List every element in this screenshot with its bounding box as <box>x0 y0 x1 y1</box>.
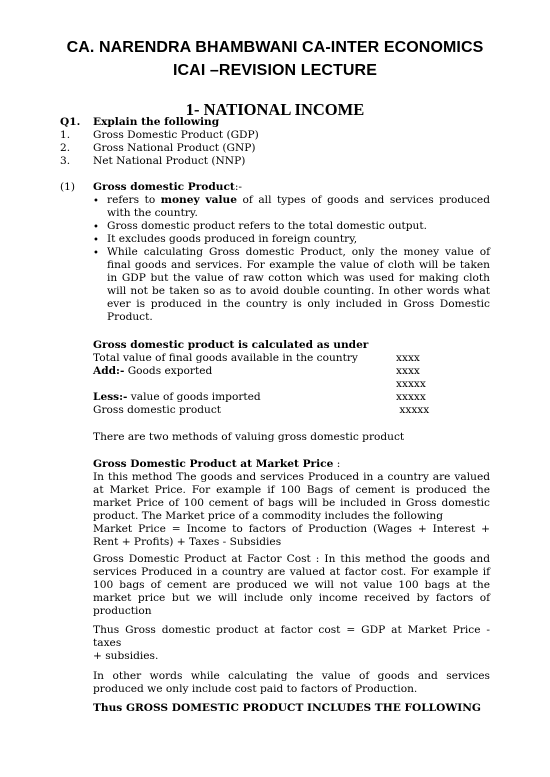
list-item: Net National Product (NNP) <box>93 155 246 167</box>
bullet-text: While calculating Gross domestic Product, only the money value of final goods and services. For example the value of cloth will be taken in GDP but the value of raw cotton which was used for making cloth will not be taken so as to avoid double counting. In other words what ever is produced in the country is only included in Gross Domestic Product. <box>107 246 490 323</box>
bullet-icon: • <box>93 196 99 207</box>
other-words-paragraph: In other words while calculating the value of goods and services produced we only include cost paid to factors of Production. <box>93 670 490 695</box>
bullet-icon: • <box>93 235 99 246</box>
calc-row-label: Gross domestic product <box>93 404 222 416</box>
part-heading <box>93 181 242 194</box>
header-line-1: CA. NARENDRA BHAMBWANI CA-INTER ECONOMICS <box>66 39 484 56</box>
list-item-number: 2. <box>60 142 71 154</box>
part-heading-suffix: :- <box>234 181 242 193</box>
final-heading: Thus GROSS DOMESTIC PRODUCT INCLUDES THE FOLLOWING <box>93 702 481 714</box>
list-item-number: 1. <box>60 129 71 141</box>
bullet-icon: • <box>93 222 99 233</box>
market-price-heading: Gross Domestic Product at Market Price : <box>93 458 341 470</box>
bullet-text <box>107 194 490 220</box>
bullet-text: It excludes goods produced in foreign country, <box>107 233 358 245</box>
header-line-2: ICAI –REVISION LECTURE <box>172 62 377 79</box>
market-price-formula: Market Price = Income to factors of Production (Wages + Interest + Rent + Profits) + Taxes - Subsidies <box>93 523 490 548</box>
list-item: Gross National Product (GNP) <box>93 142 256 154</box>
market-price-body: In this method The goods and services Produced in a country are valued at Market Price. For example if 100 Bags of cement is produced the market Price of 100 cement of bags will be included in Gross domestic product. The Market price of a commodity includes the following <box>93 471 490 522</box>
calc-row-value: xxxxx <box>396 404 430 416</box>
section-title: 1- NATIONAL INCOME <box>185 100 365 119</box>
calc-heading: Gross domestic product is calculated as under <box>93 339 369 351</box>
calc-row <box>93 352 453 365</box>
bullet-text-bold: money value <box>160 194 237 206</box>
calc-row-label: Total value of final goods available in the country <box>93 352 358 364</box>
calc-row-label: Less:- value of goods imported <box>93 391 261 403</box>
calc-row-value: xxxxx <box>396 391 426 403</box>
calc-row <box>93 404 453 417</box>
list-item-number: 3. <box>60 155 71 167</box>
bullet-text: Gross domestic product refers to the total domestic output. <box>107 220 428 232</box>
factor-cost-formula-line-1: Thus Gross domestic product at factor cost = GDP at Market Price - taxes <box>93 624 490 649</box>
part-heading-text: Gross domestic Product <box>93 181 235 193</box>
question-label: Explain the following <box>93 116 220 128</box>
bullet-icon: • <box>93 248 99 259</box>
calc-row-label: Add:- Goods exported <box>93 365 213 377</box>
calc-row <box>93 391 453 404</box>
calc-row <box>93 365 453 378</box>
calc-row <box>93 378 453 391</box>
factor-cost-formula-line-2: + subsidies. <box>93 650 159 662</box>
list-item: Gross Domestic Product (GDP) <box>93 129 259 141</box>
factor-cost-body: Gross Domestic Product at Factor Cost : In this method the goods and services Produced in a country are valued at factor cost. For example if 100 bags of cement are produced we will not value 100 bags at the market price but we will include only income received by factors of production <box>93 553 490 617</box>
methods-intro: There are two methods of valuing gross domestic product <box>93 431 405 443</box>
calc-row-value: xxxx <box>396 352 420 364</box>
part-number: (1) <box>60 181 76 193</box>
bullet-text-post: of all types of goods and services produced with the country. <box>107 194 490 219</box>
calc-row-value: xxxxx <box>396 378 426 390</box>
question-number: Q1. <box>60 116 81 128</box>
bullet-text-pre: refers to <box>107 194 161 206</box>
calc-row-value: xxxx <box>396 365 420 377</box>
